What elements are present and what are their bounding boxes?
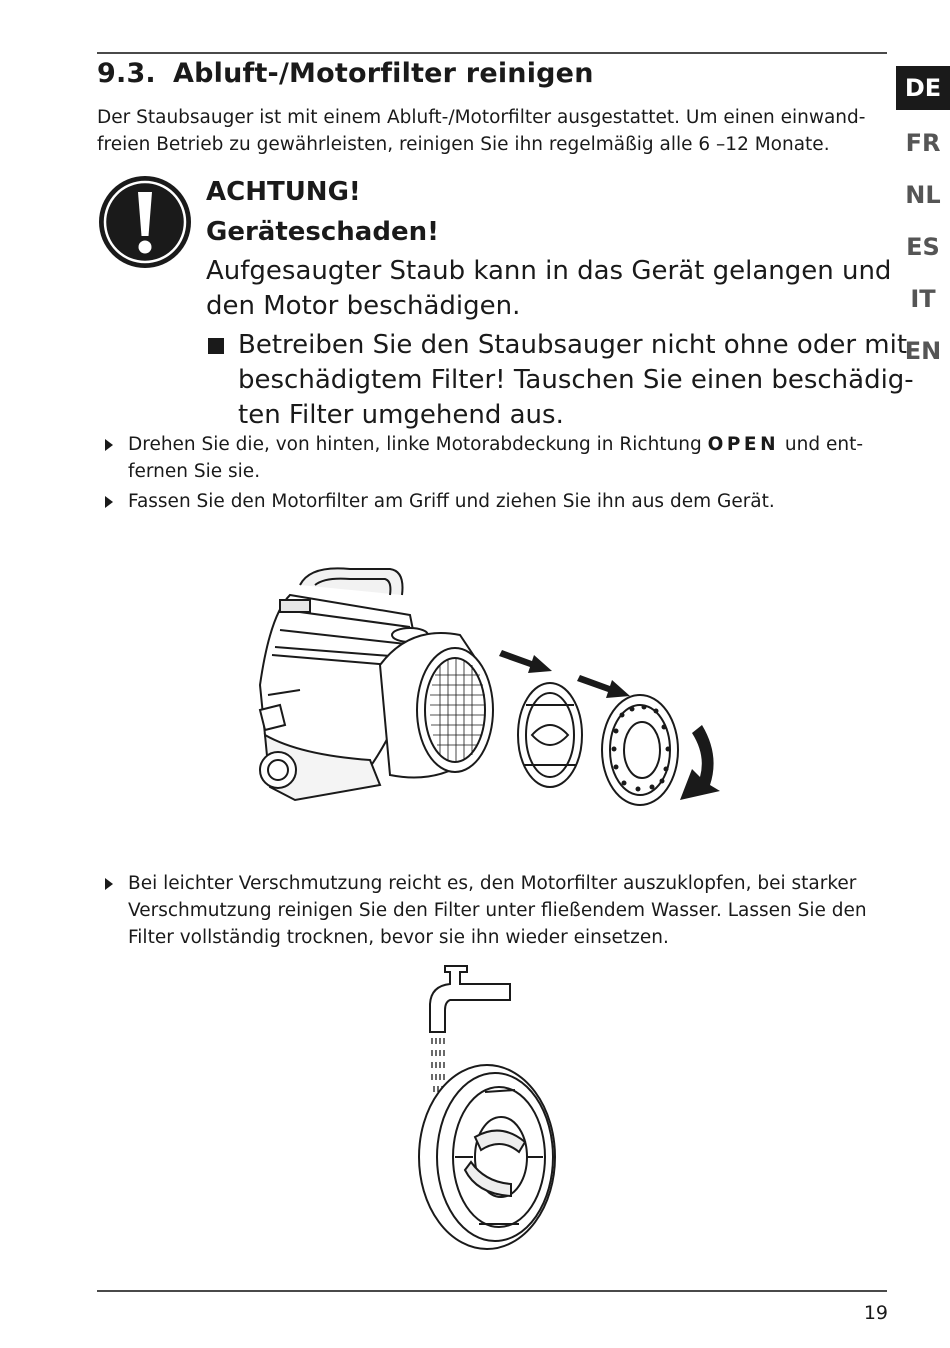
step-text: und ent-	[779, 434, 864, 455]
section-heading	[97, 58, 594, 89]
page-number: 19	[863, 1302, 888, 1324]
tab-en[interactable]: EN	[904, 337, 942, 365]
warning-text-line: den Motor beschädigen.	[206, 291, 521, 321]
warning-bullet-line: Betreiben Sie den Staubsauger nicht ohne oder mit	[238, 330, 908, 360]
warning-text	[206, 254, 892, 324]
open-label: OPEN	[707, 434, 780, 455]
tab-de[interactable]: DE	[896, 66, 950, 110]
square-bullet-icon	[208, 338, 224, 354]
step-item	[105, 870, 895, 951]
warning-bullet	[206, 328, 914, 433]
tab-es[interactable]: ES	[906, 233, 940, 261]
warning-block	[206, 172, 914, 433]
top-rule	[97, 52, 887, 54]
step-text: Drehen Sie die, von hinten, linke Motorabdeckung in Richtung	[128, 434, 708, 455]
triangle-bullet-icon	[105, 439, 113, 451]
step-text: Verschmutzung reinigen Sie den Filter unter fließendem Wasser. Lassen Sie den	[128, 900, 867, 921]
language-sidebar	[896, 66, 950, 378]
warning-bullet-line: beschädigtem Filter! Tauschen Sie einen beschädig-	[238, 365, 914, 395]
warning-bullet-line: ten Filter umgehend aus.	[238, 400, 564, 430]
warning-hazard: Geräteschaden!	[206, 217, 439, 247]
bottom-rule	[97, 1290, 887, 1292]
step-item	[105, 431, 895, 485]
triangle-bullet-icon	[105, 878, 113, 890]
section-number: 9.3.	[97, 58, 156, 89]
intro-paragraph	[97, 104, 887, 158]
intro-line: freien Betrieb zu gewährleisten, reinigen Sie ihn regelmäßig alle 6 –12 Monate.	[97, 134, 830, 155]
intro-line: Der Staubsauger ist mit einem Abluft-/Motorfilter ausgestattet. Um einen einwand-	[97, 107, 866, 128]
warning-signal-word: ACHTUNG!	[206, 177, 361, 207]
step-text: Fassen Sie den Motorfilter am Griff und ziehen Sie ihn aus dem Gerät.	[128, 491, 775, 512]
exclamation-circle-icon	[97, 174, 193, 270]
filter-rinsing-illustration	[415, 962, 565, 1257]
section-title: Abluft-/Motorfilter reinigen	[173, 58, 594, 89]
tab-it[interactable]: IT	[910, 285, 936, 313]
step-item	[105, 488, 895, 515]
warning-text-line: Aufgesaugter Staub kann in das Gerät gelangen und	[206, 256, 892, 286]
step-text: Bei leichter Verschmutzung reicht es, den Motorfilter auszuklopfen, bei starker	[128, 873, 857, 894]
step-text: Filter vollständig trocknen, bevor sie ihn wieder einsetzen.	[128, 927, 669, 948]
triangle-bullet-icon	[105, 496, 113, 508]
tab-fr[interactable]: FR	[905, 129, 941, 157]
tab-nl[interactable]: NL	[905, 181, 941, 209]
step-text: fernen Sie sie.	[128, 461, 261, 482]
vacuum-filter-removal-illustration	[240, 555, 730, 815]
